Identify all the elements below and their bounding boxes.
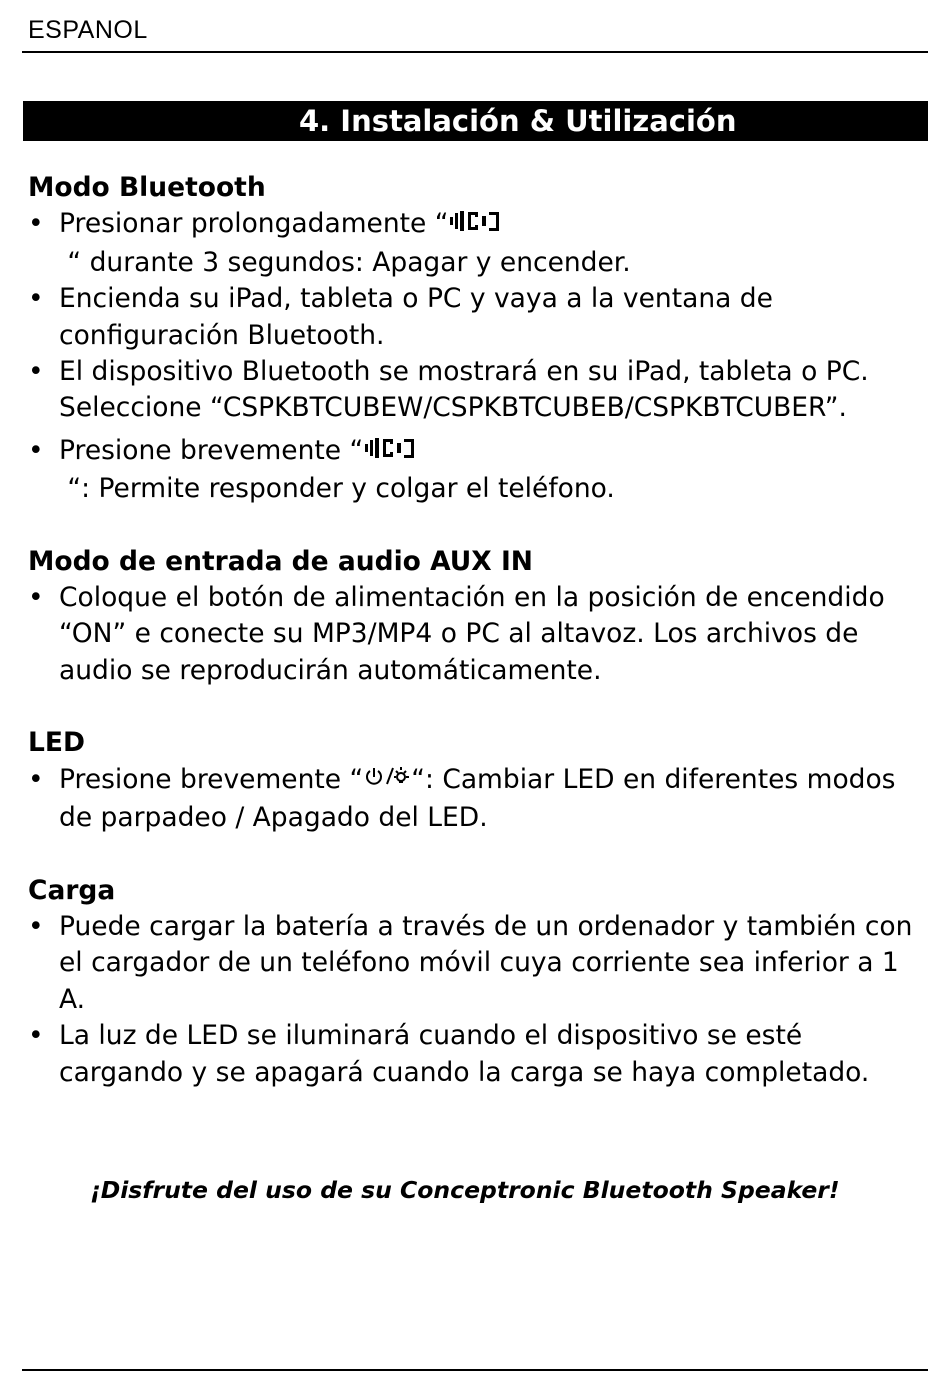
item-text: “: Permite responder y colgar el teléfono. (59, 473, 615, 505)
charge-list (28, 909, 928, 1091)
power-light-button-icon (363, 764, 411, 800)
spacer (28, 508, 928, 544)
aux-heading: Modo de entrada de audio AUX IN (28, 545, 533, 577)
bottom-divider (22, 1369, 928, 1371)
top-divider (22, 51, 928, 53)
phone-button-icon (363, 435, 423, 471)
section-title: 4. Instalación & Utilización (299, 104, 737, 138)
aux-list (28, 580, 928, 689)
page-header-language: ESPANOL (28, 16, 148, 44)
bluetooth-heading: Modo Bluetooth (28, 172, 266, 203)
section-title-bar (23, 101, 928, 141)
list-item: • Coloque el botón de alimentación en la posición de encendido “ON” e conecte su MP3/MP4 o PC al altavoz. Los archivos de audio se reproducirán automáticamente. (28, 580, 928, 689)
item-text: Presione brevemente “ (59, 434, 364, 466)
closing-message: ¡Disfrute del uso de su Conceptronic Bluetooth Speaker! (90, 1176, 840, 1204)
list-item (28, 433, 928, 508)
list-item: • Encienda su iPad, tableta o PC y vaya a la ventana de configuración Bluetooth. (28, 281, 928, 354)
item-text: Presione brevemente “ (59, 763, 364, 795)
spacer (28, 689, 928, 725)
phone-button-icon (448, 208, 508, 244)
bluetooth-list (28, 206, 928, 507)
item-text: “: Cambiar LED en diferentes modos de parpadeo / Apagado del LED. (59, 763, 896, 834)
led-list (28, 762, 928, 837)
instructions-body (28, 170, 928, 1091)
charge-heading: Carga (28, 874, 116, 906)
led-heading: LED (28, 727, 85, 759)
list-item: • El dispositivo Bluetooth se mostrará en su iPad, tableta o PC. Seleccione “CSPKBTCUBEW/CSPKBTCUBEB/CSPKBTCUBER”. (28, 354, 928, 427)
list-item: • Puede cargar la batería a través de un ordenador y también con el cargador de un teléfono móvil cuya corriente sea inferior a 1 A. (28, 909, 928, 1018)
item-text: “ durante 3 segundos: Apagar y encender. (59, 246, 631, 278)
list-item: • La luz de LED se iluminará cuando el dispositivo se esté cargando y se apagará cuando la carga se haya completado. (28, 1018, 928, 1091)
list-item (28, 206, 928, 281)
spacer (28, 837, 928, 873)
item-text: Presionar prolongadamente “ (59, 208, 449, 240)
list-item (28, 762, 928, 837)
